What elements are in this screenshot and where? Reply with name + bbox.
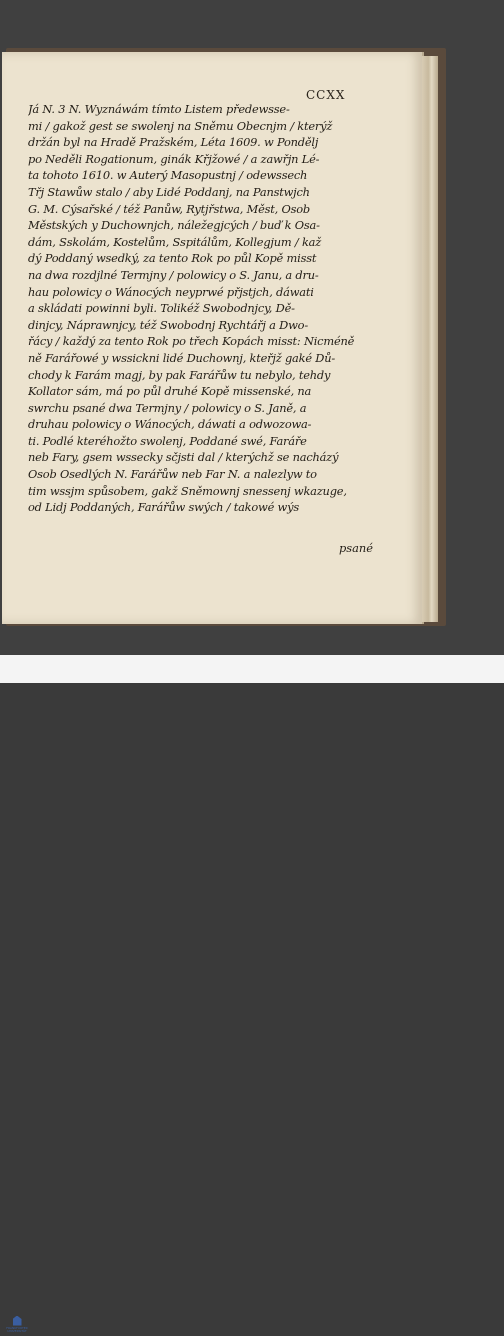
text-line: druhau polowicy o Wánocých, dáwati a odwozowa- [28, 417, 312, 432]
text-line: po Neděli Rogationum, ginák Křjžowé / a zawřjn Lé- [28, 151, 320, 166]
page-edges [422, 56, 438, 622]
text-line: držán byl na Hradě Pražském, Léta 1609. w Pondělj [28, 135, 319, 150]
text-line: Třj Stawůw stalo / aby Lidé Poddanj, na Panstwjch [28, 184, 310, 199]
text-line: a skládati powinni byli. Tolikéž Swobodnjcy, Dě- [28, 301, 295, 316]
text-line: swrchu psané dwa Termjny / polowicy o S. Janě, a [28, 400, 307, 415]
text-line: hau polowicy o Wánocých neyprwé přjstjch, dáwati [28, 284, 314, 299]
text-line: neb Fary, gsem wssecky sčjsti dal / kterýchž se nacházý [28, 450, 339, 465]
text-line: od Lidj Poddaných, Farářůw swých / takowé wýs [28, 500, 299, 515]
library-logo-text: FRANKFURTER UNIVERSITÄT [6, 1325, 28, 1333]
library-logo-icon [13, 1316, 22, 1326]
text-line: ta tohoto 1610. w Auterý Masopustnj / odewssech [28, 168, 308, 183]
text-line: ně Farářowé y wssickni lidé Duchownj, kteřjž gaké Dů- [28, 350, 336, 365]
text-line: dý Poddaný wsedký, za tento Rok po půl Kopě misst [28, 251, 317, 266]
text-line: tim wssjm spůsobem, gakž Sněmownj snessenj wkazuge, [28, 483, 347, 498]
text-line: Městských y Duchownjch, náležegjcých / buď k Osa- [28, 218, 320, 233]
text-line: ti. Podlé kteréhožto swolenj, Poddané swé, Faráře [28, 433, 307, 448]
text-line: Kollator sám, má po půl druhé Kopě missenské, na [28, 384, 312, 399]
text-line: mi / gakož gest se swolenj na Sněmu Obecnjm / kterýž [28, 118, 333, 133]
viewer-footer [0, 655, 504, 1333]
text-line: řácy / každý za tento Rok po třech Kopách misst: Nicméně [28, 334, 355, 349]
catchword: psané [339, 541, 374, 555]
text-line: dinjcy, Náprawnjcy, též Swobodnj Rychtářj a Dwo- [28, 317, 308, 332]
page-number: CCXX [306, 88, 346, 102]
text-line: chody k Farám magj, by pak Farářůw tu nebylo, tehdy [28, 367, 331, 382]
page-text-block [28, 101, 368, 516]
text-line: Osob Osedlých N. Farářůw neb Far N. a nalezlyw to [28, 467, 317, 482]
text-line: na dwa rozdjlné Termjny / polowicy o S. Janu, a dru- [28, 267, 319, 282]
library-logo[interactable] [3, 1312, 31, 1336]
text-line: dám, Sskolám, Kostelům, Sspitálům, Kollegjum / kaž [28, 234, 322, 249]
text-line: Já N. 3 N. Wyznáwám tímto Listem předewsse- [28, 102, 290, 116]
text-line: G. M. Cýsařské / též Panůw, Rytjřstwa, Měst, Osob [28, 201, 311, 216]
page-viewer [0, 0, 504, 655]
